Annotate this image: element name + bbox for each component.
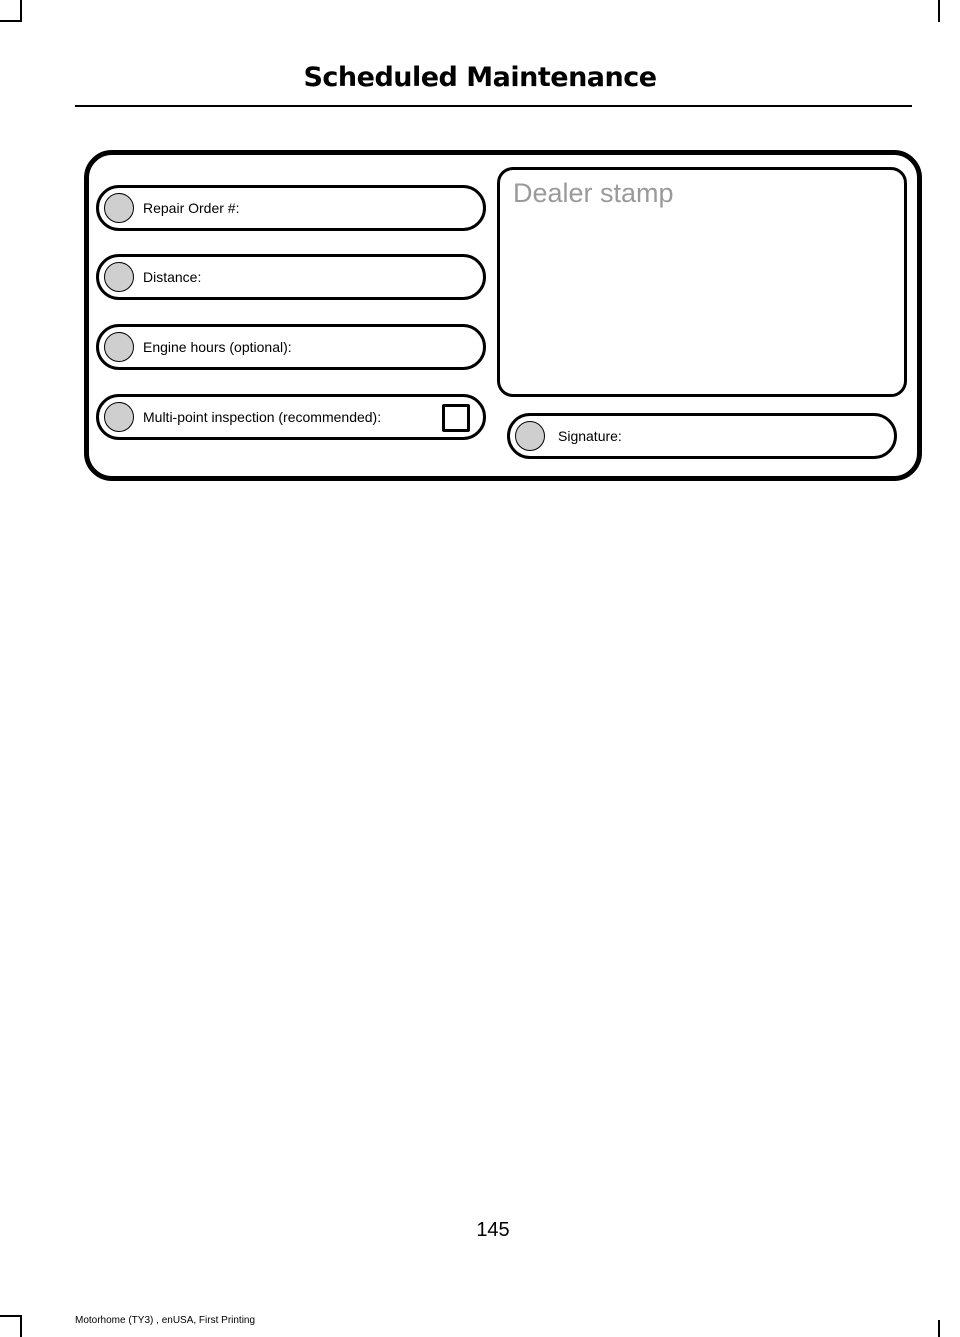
field-label: Multi-point inspection (recommended): [143, 409, 382, 425]
repair-order-field[interactable] [96, 185, 486, 231]
crop-mark-bottom-right [938, 1320, 940, 1337]
bullet-circle-icon [515, 421, 545, 451]
crop-mark-top-right [938, 0, 940, 22]
crop-mark-bottom-left [20, 1315, 22, 1337]
bullet-circle-icon [104, 262, 134, 292]
page-title: Scheduled Maintenance [303, 62, 657, 93]
field-label: Signature: [558, 428, 622, 444]
field-label: Engine hours (optional): [143, 339, 292, 355]
field-label: Distance: [143, 269, 202, 285]
bullet-circle-icon [104, 402, 134, 432]
edition-footer: Motorhome (TY3) , enUSA, First Printing [75, 1315, 256, 1326]
multi-point-inspection-field [96, 394, 486, 440]
bullet-circle-icon [104, 332, 134, 362]
crop-mark-top-left [0, 20, 21, 22]
page-number: 145 [476, 1219, 510, 1241]
crop-mark-top-left [20, 0, 22, 22]
bullet-circle-icon [104, 193, 134, 223]
field-label: Repair Order #: [143, 200, 240, 216]
engine-hours-field[interactable] [96, 324, 486, 370]
distance-field[interactable] [96, 254, 486, 300]
dealer-stamp-box [497, 167, 907, 397]
dealer-stamp-label: Dealer stamp [513, 178, 674, 208]
inspection-checkbox[interactable] [442, 404, 470, 432]
signature-field[interactable] [507, 413, 897, 459]
title-divider [75, 105, 912, 107]
crop-mark-bottom-left [0, 1315, 21, 1317]
